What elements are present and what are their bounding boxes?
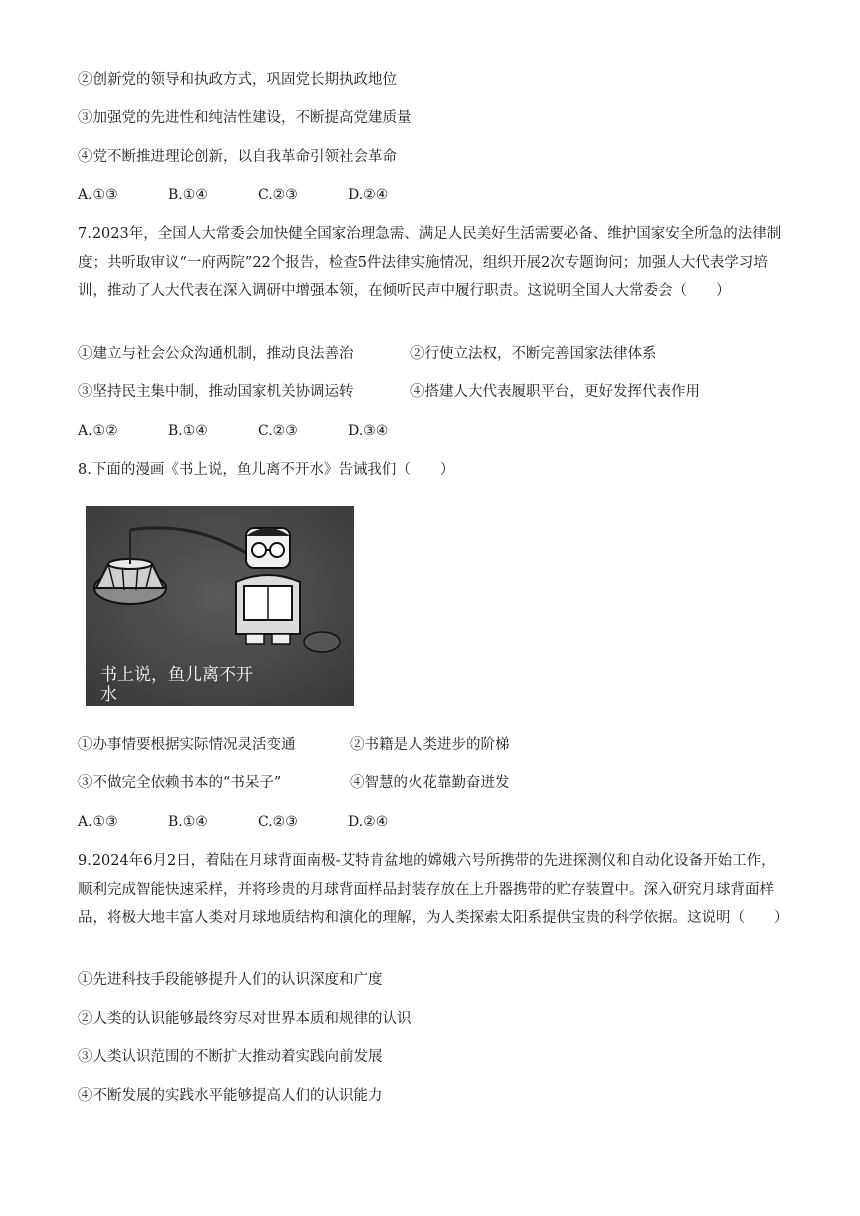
q6-item-2: ②创新党的领导和执政方式，巩固党长期执政地位 <box>78 72 397 88</box>
q8-item-4: ④智慧的火花靠勤奋迸发 <box>350 775 510 791</box>
q9-item-1: ①先进科技手段能够提升人们的认识深度和广度 <box>78 972 383 988</box>
q7-option-a[interactable]: A.①② <box>78 423 118 439</box>
q6-options <box>78 185 438 205</box>
q6-option-c[interactable]: C.②③ <box>258 187 298 203</box>
q8-item-3: ③不做完全依赖书本的“书呆子” <box>78 775 282 791</box>
q8-item-2: ②书籍是人类进步的阶梯 <box>350 737 510 753</box>
cartoon-image <box>86 506 354 706</box>
q7-option-d[interactable]: D.③④ <box>348 423 389 439</box>
q9-item-3: ③人类认识范围的不断扩大推动着实践向前发展 <box>78 1049 383 1065</box>
q7-stem: 7.2023年，全国人大常委会加快健全国家治理急需、满足人民美好生活需要必备、维护国家安全所急的法律制度；共听取审议“一府两院”22个报告，检查5件法律实施情况，组织开展2次专题询问；加强人大代表学习培训，推动了人大代表在深入调研中增强本领，在倾听民声中履行职责。这说明全国人大常委会（ ） <box>78 226 782 299</box>
q9-item-2: ②人类的认识能够最终穷尽对世界本质和规律的认识 <box>78 1011 412 1027</box>
q8-stem: 8.下面的漫画《书上说，鱼儿离不开水》告诫我们（ ） <box>78 462 455 478</box>
q7-items-row-1 <box>78 344 657 364</box>
q9-stem: 9.2024年6月2日，着陆在月球背面南极-艾特肯盆地的嫦娥六号所携带的先进探测仪和自动化设备开始工作，顺利完成智能快速采样，并将珍贵的月球背面样品封装存放在上升器携带的贮存装置中。深入研究月球背面样品，将极大地丰富人类对月球地质结构和演化的理解，为人类探索太阳系提供宝贵的科学依据。这说明（ ） <box>78 853 789 926</box>
q7-options <box>78 421 438 441</box>
q6-option-d[interactable]: D.②④ <box>348 187 389 203</box>
stone <box>304 632 340 652</box>
q9-item-4: ④不断发展的实践水平能够提高人们的认识能力 <box>78 1088 383 1104</box>
q8-option-d[interactable]: D.②④ <box>348 814 389 830</box>
q8-option-a[interactable]: A.①③ <box>78 814 118 830</box>
q7-option-b[interactable]: B.①④ <box>168 423 208 439</box>
cartoon-caption-2: 水 <box>100 685 117 705</box>
q7-items-row-2 <box>78 382 700 402</box>
cartoon-caption-1: 书上说，鱼儿离不开 <box>100 665 253 685</box>
q7-item-4: ④搭建人大代表履职平台，更好发挥代表作用 <box>410 384 700 400</box>
q8-options <box>78 812 438 832</box>
q8-item-1: ①办事情要根据实际情况灵活变通 <box>78 737 296 753</box>
q7-item-1: ①建立与社会公众沟通机制，推动良法善治 <box>78 346 354 362</box>
q8-option-c[interactable]: C.②③ <box>258 814 298 830</box>
q6-option-a[interactable]: A.①③ <box>78 187 118 203</box>
q7-option-c[interactable]: C.②③ <box>258 423 298 439</box>
q6-item-3: ③加强党的先进性和纯洁性建设，不断提高党建质量 <box>78 110 412 126</box>
q8-option-b[interactable]: B.①④ <box>168 814 208 830</box>
q8-items-row-2 <box>78 773 510 793</box>
q6-item-4: ④党不断推进理论创新，以自我革命引领社会革命 <box>78 149 397 165</box>
q6-option-b[interactable]: B.①④ <box>168 187 208 203</box>
q7-item-3: ③坚持民主集中制，推动国家机关协调运转 <box>78 384 354 400</box>
q8-items-row-1 <box>78 735 510 755</box>
reading-boy <box>236 528 300 644</box>
q7-item-2: ②行使立法权，不断完善国家法律体系 <box>410 346 657 362</box>
